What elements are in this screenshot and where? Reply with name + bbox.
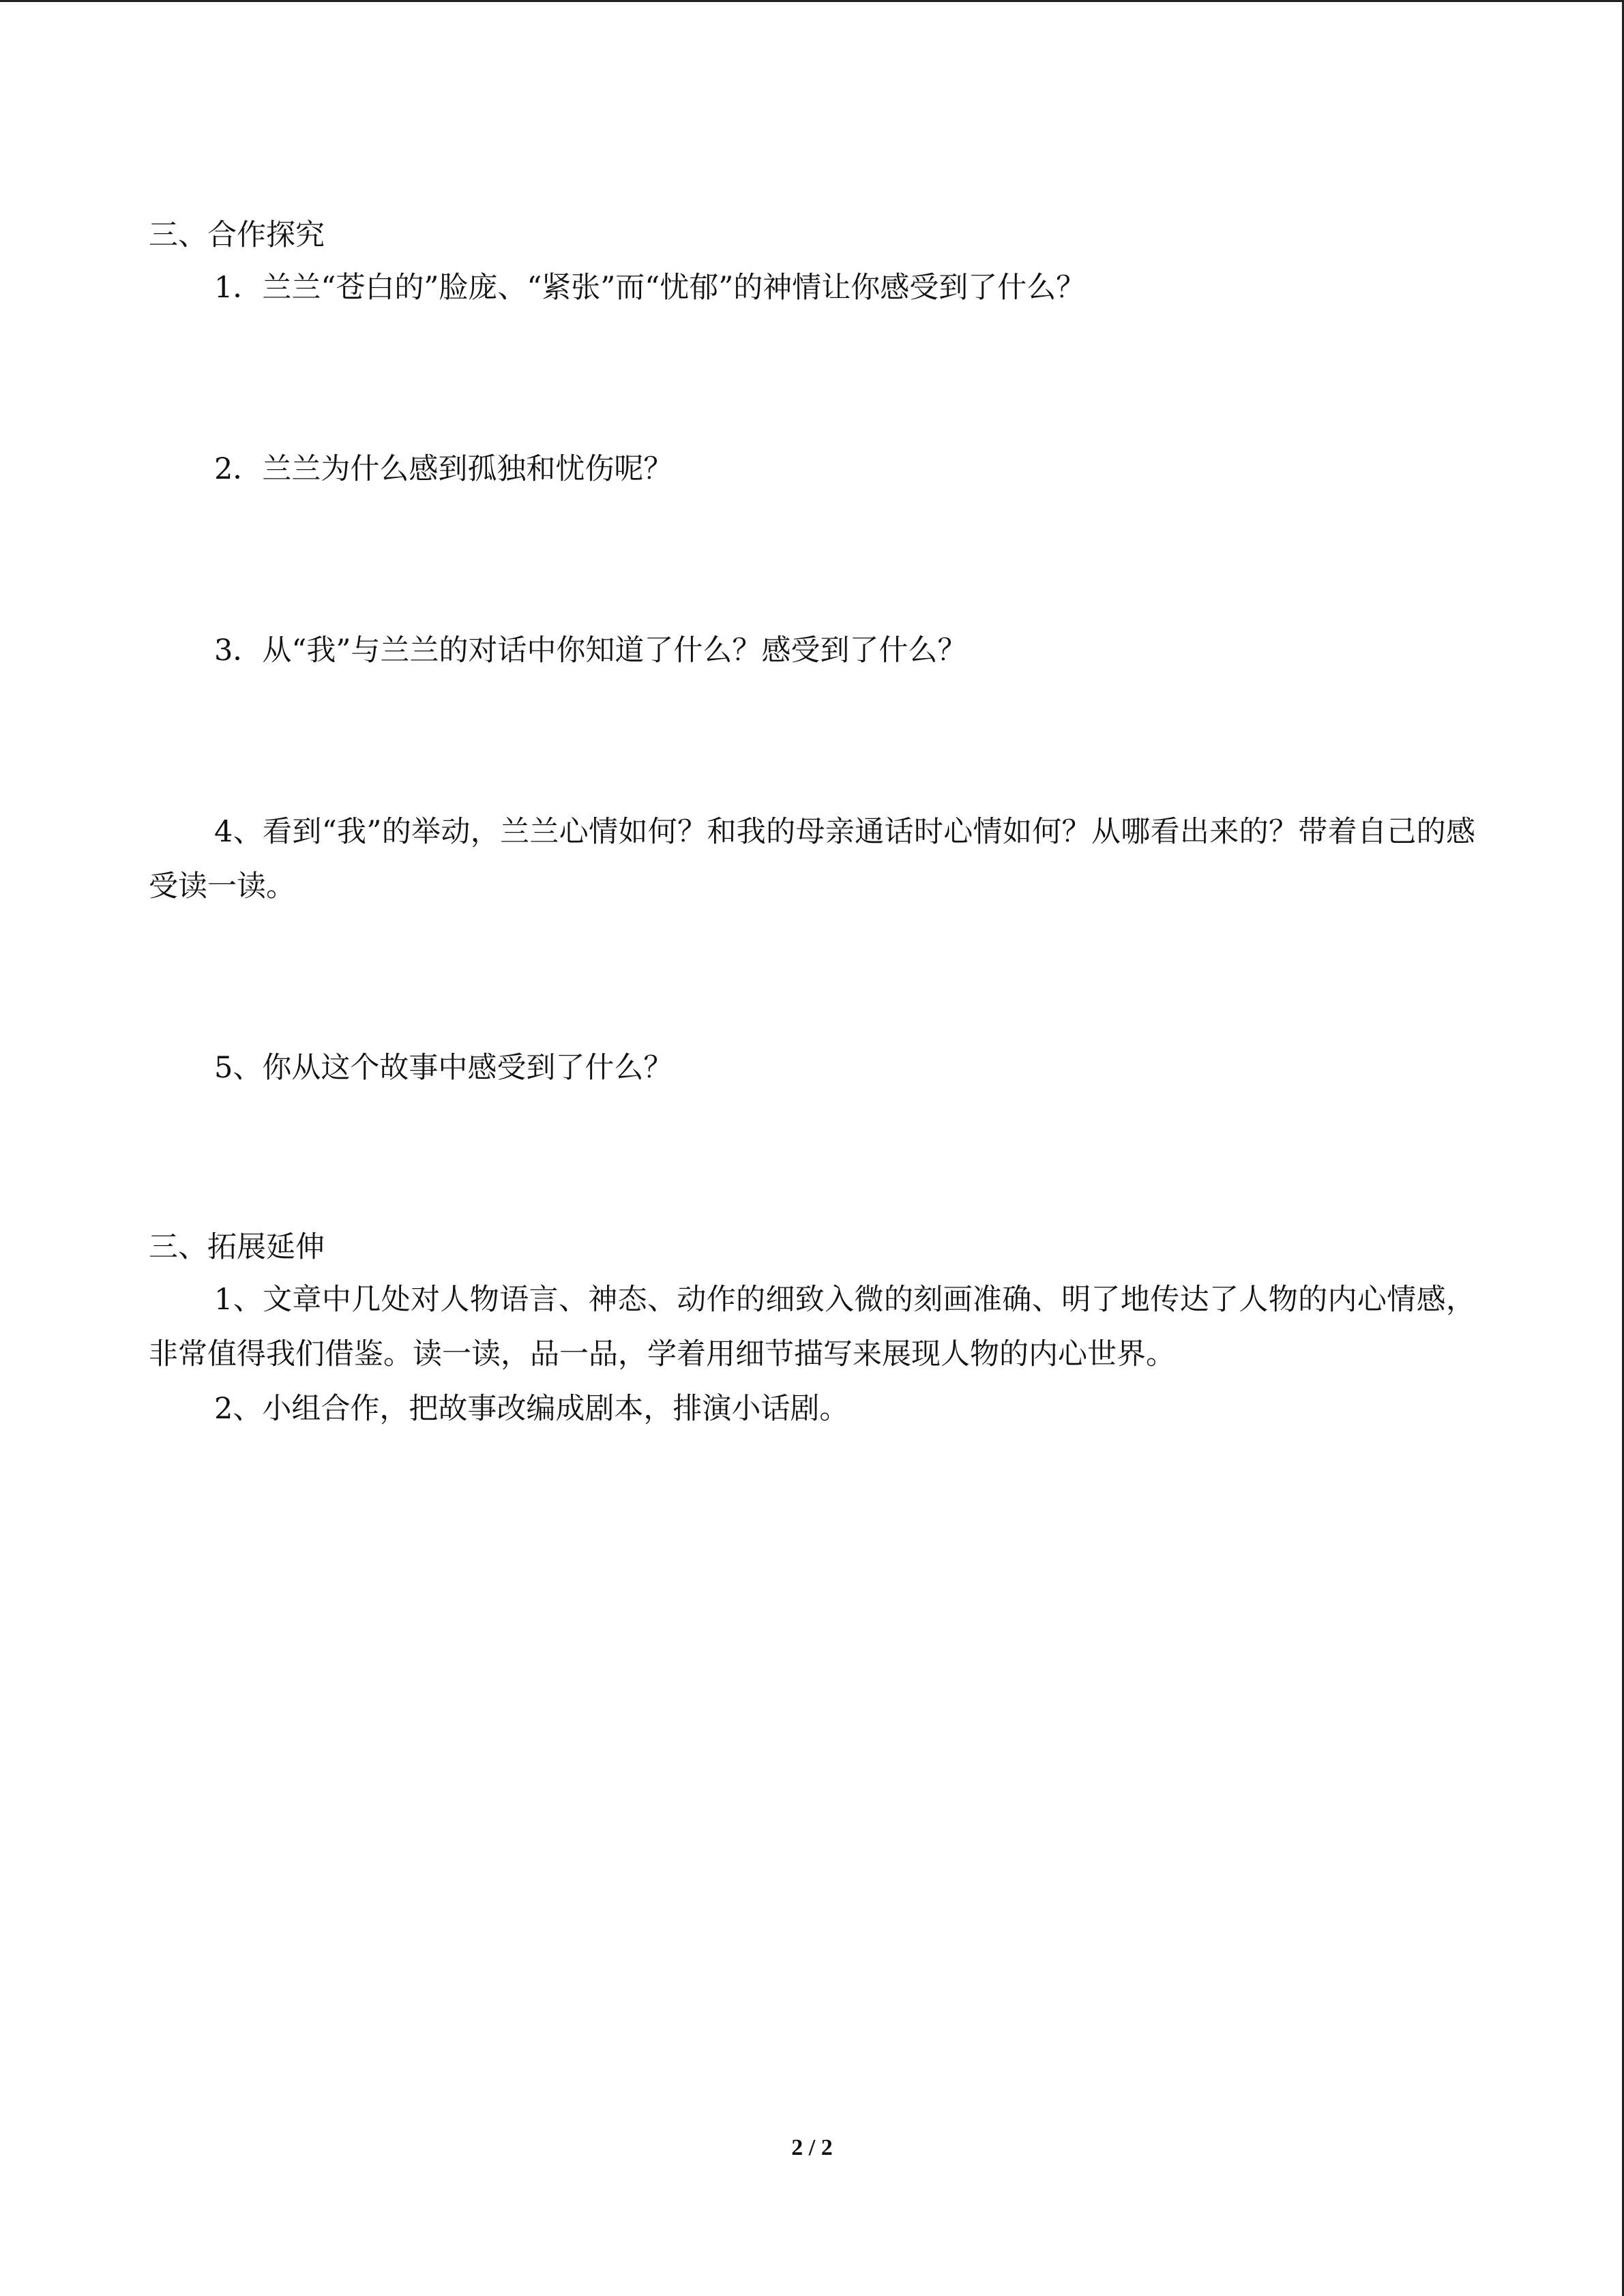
section-heading-cooperative-inquiry: 三、合作探究 xyxy=(149,218,325,252)
document-body xyxy=(149,210,1475,1436)
question-3: 3．从“我”与兰兰的对话中你知道了什么？感受到了什么？ xyxy=(214,633,967,668)
extension-item-1: 1、文章中几处对人物语言、神态、动作的细致入微的刻画准确、明了地传达了人物的内心情感，非常值得我们借鉴。读一读，品一品，学着用细节描写来展现人物的内心世界。 xyxy=(149,1283,1475,1371)
question-4: 4、看到“我”的举动，兰兰心情如何？和我的母亲通话时心情如何？从哪看出来的？带着自己的感受读一读。 xyxy=(149,815,1475,904)
extension-item-2: 2、小组合作，把故事改编成剧本，排演小话剧。 xyxy=(214,1392,849,1426)
question-1: 1．兰兰“苍白的”脸庞、“紧张”而“忧郁”的神情让你感受到了什么？ xyxy=(214,271,1086,305)
question-5: 5、你从这个故事中感受到了什么？ xyxy=(214,1051,673,1085)
question-2: 2．兰兰为什么感到孤独和忧伤呢？ xyxy=(214,452,673,486)
page-number: 2 / 2 xyxy=(791,2135,833,2160)
section-heading-extension: 三、拓展延伸 xyxy=(149,1230,325,1264)
